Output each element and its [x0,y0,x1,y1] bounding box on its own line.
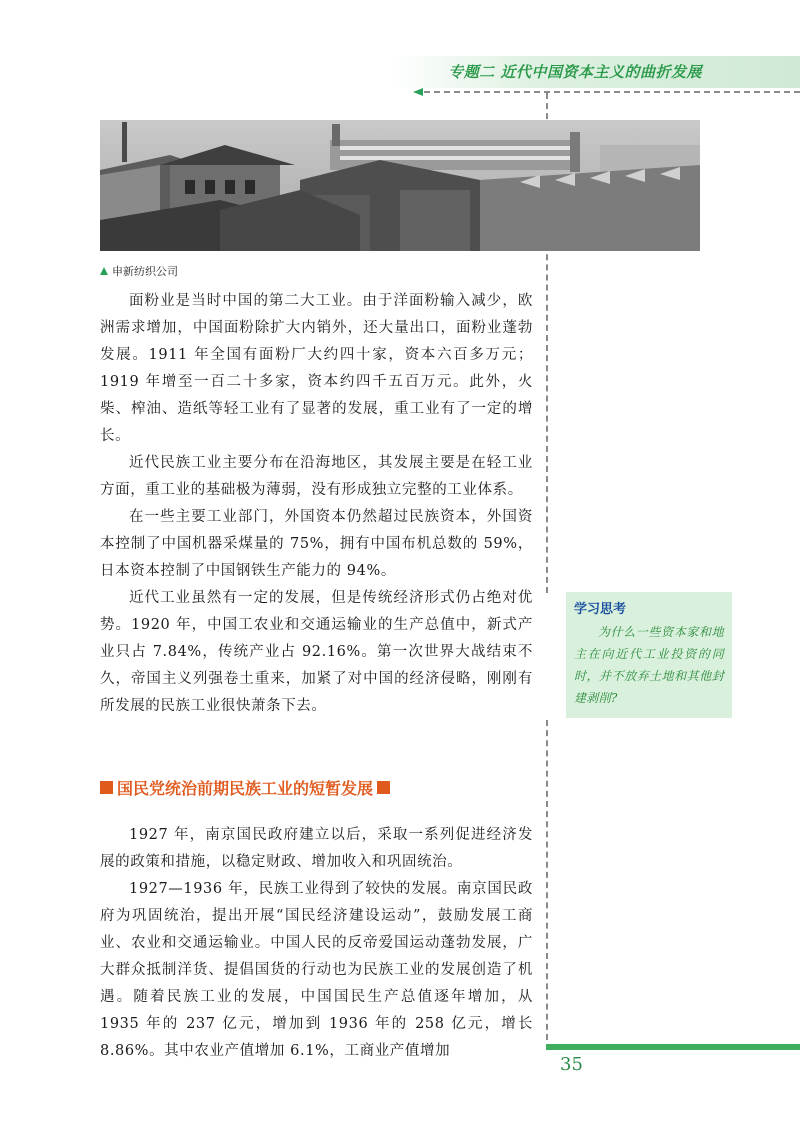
study-thinking-box [566,592,732,718]
photo-caption-text: 申新纺织公司 [112,265,178,278]
photo-caption [100,263,178,279]
arrow-left-icon [413,88,423,96]
section-heading-text: 国民党统治前期民族工业的短暂发展 [117,779,374,798]
header-divider [424,91,800,93]
section-heading [100,776,390,799]
chapter-title: 专题二 近代中国资本主义的曲折发展 [448,63,702,81]
paragraph: 在一些主要工业部门，外国资本仍然超过民族资本，外国资本控制了中国机器采煤量的 75%，拥有中国布机总数的 59%，日本资本控制了中国钢铁生产能力的 94%。 [100,509,533,579]
body-text-section-1 [100,288,533,720]
square-bullet-icon [100,781,113,794]
margin-divider-lower [546,720,548,1040]
factory-photo-illustration [100,120,700,251]
paragraph: 1927—1936 年，民族工业得到了较快的发展。南京国民政府为巩固统治，提出开展“国民经济建设运动”，鼓励发展工商业、农业和交通运输业。中国人民的反帝爱国运动蓬勃发展，广大群众抵制洋货、提倡国货的行动也为民族工业的发展创造了机遇。随着民族工业的发展，中国国民生产总值逐年增加，从 1935 年的 237 亿元，增加到 1936 年的 258 亿元，增长 8.86%。其中农业产值增加 6.1%，工商业产值增加 [100,881,533,1059]
study-thinking-question: 为什么一些资本家和地主在向近代工业投资的同时，并不放弃土地和其他封建剥削? [574,625,724,705]
paragraph: 1927 年，南京国民政府建立以后，采取一系列促进经济发展的政策和措施，以稳定财政、增加收入和巩固统治。 [100,827,533,870]
paragraph: 近代民族工业主要分布在沿海地区，其发展主要是在轻工业方面，重工业的基础极为薄弱，没有形成独立完整的工业体系。 [100,455,533,498]
study-thinking-title: 学习思考 [574,602,627,617]
square-bullet-icon [377,781,390,794]
footer-bar [546,1044,800,1050]
paragraph: 近代工业虽然有一定的发展，但是传统经济形式仍占绝对优势。1920 年，中国工农业和交通运输业的生产总值中，新式产业只占 7.84%，传统产业占 92.16%。第一次世界大战结束不久，帝国主义列强卷土重来，加紧了对中国的经济侵略，刚刚有所发展的民族工业很快萧条下去。 [100,590,533,714]
triangle-marker-icon [100,267,108,275]
paragraph: 面粉业是当时中国的第二大工业。由于洋面粉输入减少，欧洲需求增加，中国面粉除扩大内销外，还大量出口，面粉业蓬勃发展。1911 年全国有面粉厂大约四十家，资本六百多万元；1919 年增至一百二十多家，资本约四千五百万元。此外，火柴、榨油、造纸等轻工业有了显著的发展，重工业有了一定的增长。 [100,293,533,444]
page-number: 35 [560,1054,583,1075]
body-text-section-2 [100,822,533,1065]
factory-photo [100,120,700,251]
